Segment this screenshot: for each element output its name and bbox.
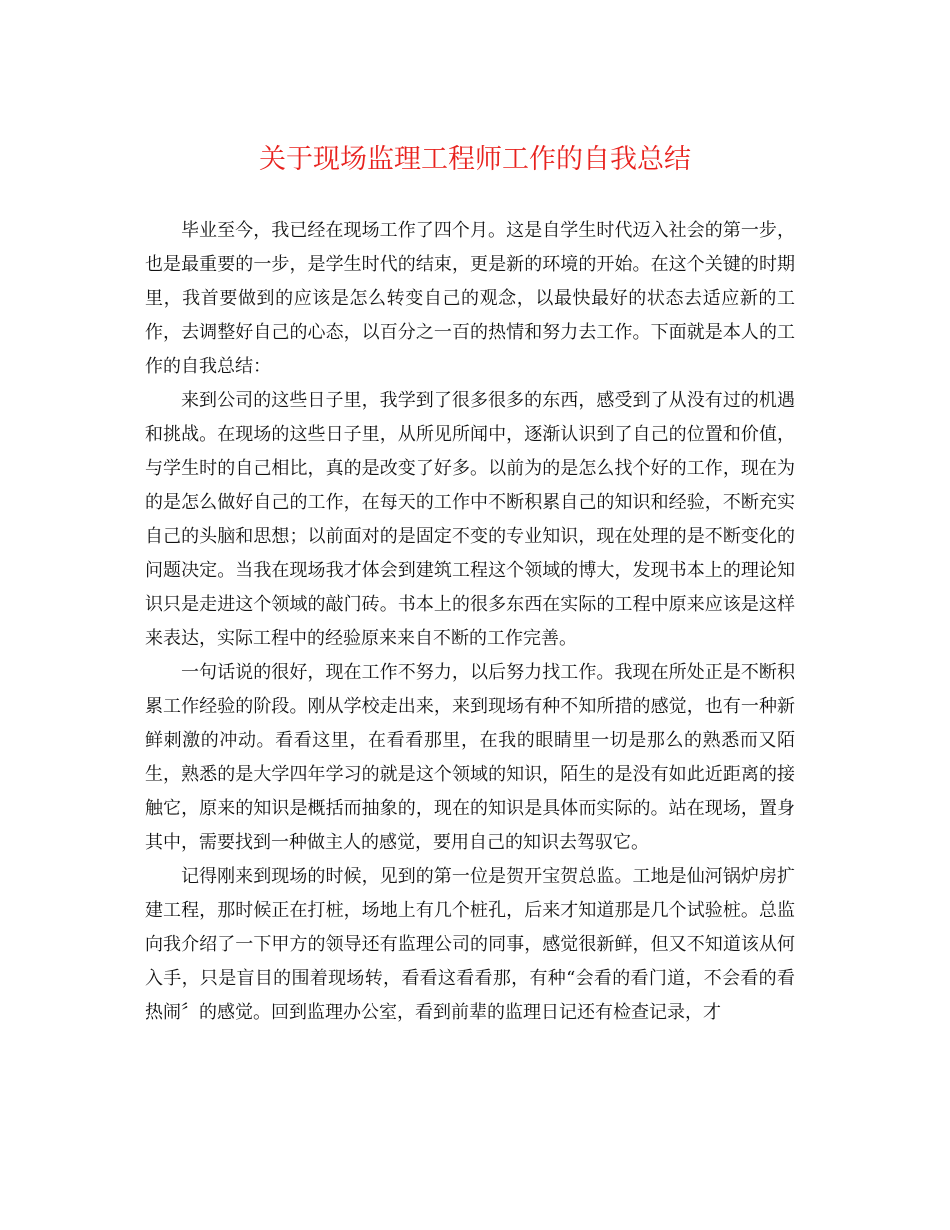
paragraph-3: 一句话说的很好，现在工作不努力，以后努力找工作。我现在所处正是不断积累工作经验的阶段。刚从学校走出来，来到现场有种不知所措的感觉，也有一种新鲜刺激的冲动。看看这里，在看看那里，在我的眼睛里一切是那么的熟悉而又陌生，熟悉的是大学四年学习的就是这个领域的知识，陌生的是没有如此近距离的接触它，原来的知识是概括而抽象的，现在的知识是具体而实际的。站在现场，置身其中，需要找到一种做主人的感觉，要用自己的知识去驾驭它。 (145, 662, 795, 853)
paragraph-1: 毕业至今，我已经在现场工作了四个月。这是自学生时代迈入社会的第一步，也是最重要的一步，是学生时代的结束，更是新的环境的开始。在这个关键的时期里，我首要做到的应该是怎么转变自己的观念，以最快最好的状态去适应新的工作，去调整好自己的心态，以百分之一百的热情和努力去工作。下面就是本人的工作的自我总结： (145, 220, 795, 377)
document-body (145, 214, 795, 1030)
paragraph-4: 记得刚来到现场的时候，见到的第一位是贺开宝贺总监。工地是仙河锅炉房扩建工程，那时候正在打桩，场地上有几个桩孔，后来才知道那是几个试验桩。总监向我介绍了一下甲方的领导还有监理公司的同事，感觉很新鲜，但又不知道该从何入手，只是盲目的围着现场转，看看这看看那，有种“会看的看门道，不会看的看热闹〞的感觉。回到监理办公室，看到前辈的监理日记还有检查记录，才 (145, 866, 795, 1023)
paragraph-2: 来到公司的这些日子里，我学到了很多很多的东西，感受到了从没有过的机遇和挑战。在现场的这些日子里，从所见所闻中，逐渐认识到了自己的位置和价值，与学生时的自己相比，真的是改变了好多。以前为的是怎么找个好的工作，现在为的是怎么做好自己的工作，在每天的工作中不断积累自己的知识和经验，不断充实自己的头脑和思想；以前面对的是固定不变的专业知识，现在处理的是不断变化的问题决定。当我在现场我才体会到建筑工程这个领域的博大，发现书本上的理论知识只是走进这个领域的敲门砖。书本上的很多东西在实际的工程中原来应该是这样来表达，实际工程中的经验原来来自不断的工作完善。 (145, 390, 795, 649)
document-title: 关于现场监理工程师工作的自我总结 (259, 144, 691, 175)
